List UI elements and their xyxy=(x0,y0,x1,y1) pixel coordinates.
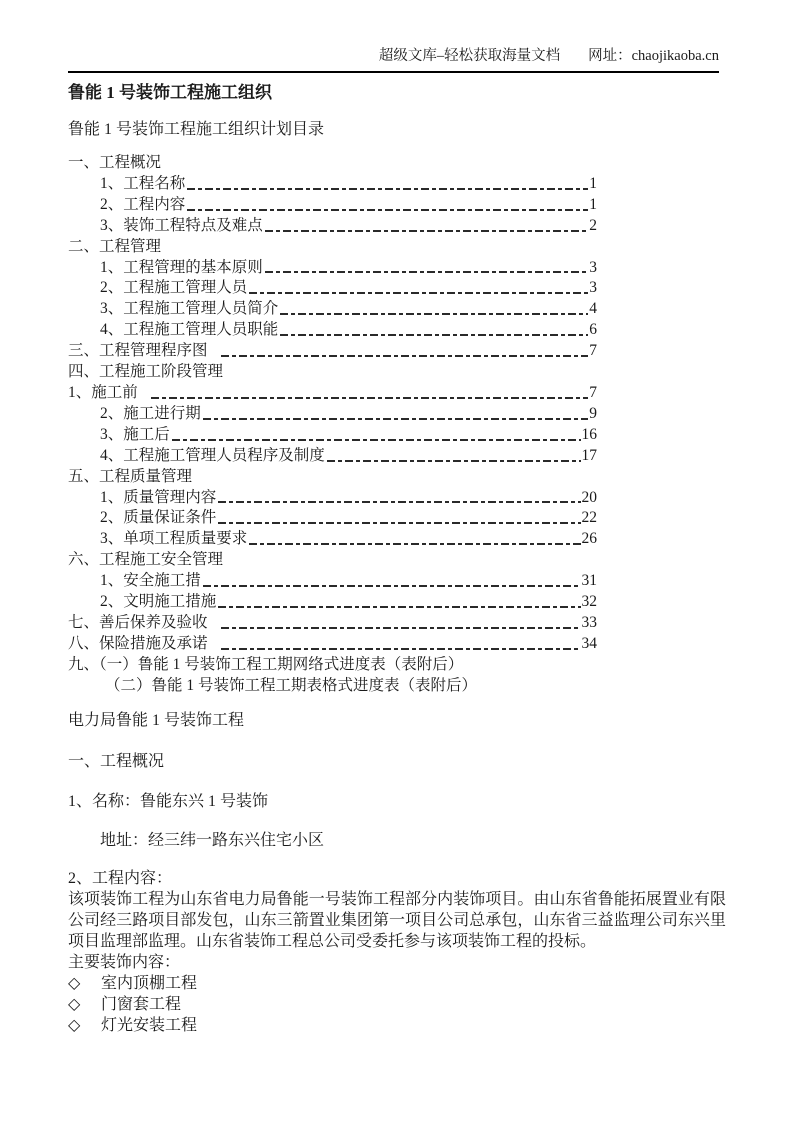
toc-entry-label: 七、善后保养及验收 xyxy=(68,613,208,631)
list-item xyxy=(68,974,726,995)
toc-leader xyxy=(280,313,588,315)
toc-page-number: 4 xyxy=(589,300,597,318)
toc-entry-label: 1、工程名称 xyxy=(100,174,186,192)
toc-entry xyxy=(68,634,597,655)
toc-entry-label: 六、工程施工安全管理 xyxy=(68,551,224,569)
content-heading: 2、工程内容： xyxy=(68,870,173,888)
toc-entry-label: 二、工程管理 xyxy=(68,237,162,255)
toc-page-number: 1 xyxy=(589,195,597,213)
toc-page-number: 31 xyxy=(581,572,597,590)
toc-entry xyxy=(68,341,597,362)
toc-page-number: 22 xyxy=(581,509,597,527)
toc-entry xyxy=(68,404,597,425)
toc-leader xyxy=(249,543,580,545)
toc-page-number: 26 xyxy=(581,530,597,548)
toc-leader xyxy=(187,188,588,190)
toc-leader xyxy=(151,397,588,399)
toc-page-number: 9 xyxy=(589,404,597,422)
toc-leader xyxy=(221,648,581,650)
toc-leader xyxy=(221,355,589,357)
toc-entry-label: 1、工程管理的基本原则 xyxy=(100,258,263,276)
list-item-label: 门窗套工程 xyxy=(101,995,182,1013)
toc-entry xyxy=(68,195,597,216)
toc-entry-label: 八、保险措施及承诺 xyxy=(68,634,208,652)
toc-page-number: 33 xyxy=(581,613,597,631)
toc-title: 鲁能 1 号装饰工程施工组织计划目录 xyxy=(68,121,325,138)
toc-entry xyxy=(68,592,597,613)
toc-entry xyxy=(68,446,597,467)
toc-entry-label: 3、单项工程质量要求 xyxy=(100,530,248,548)
toc-entry-label: 四、工程施工阶段管理 xyxy=(68,363,224,381)
toc-page-number: 6 xyxy=(589,321,597,339)
toc-entry xyxy=(68,153,597,174)
toc-leader xyxy=(187,209,588,211)
toc-entry xyxy=(68,676,597,697)
toc-entry-label: 4、工程施工管理人员程序及制度 xyxy=(100,446,325,464)
list-item xyxy=(68,1016,726,1037)
project-name-line: 1、名称：鲁能东兴 1 号装饰 xyxy=(68,793,269,811)
toc-page-number: 7 xyxy=(589,383,597,401)
toc-leader xyxy=(203,418,588,420)
toc-entry xyxy=(68,425,597,446)
project-address-line: 地址：经三纬一路东兴住宅小区 xyxy=(100,832,325,850)
header-url-text: 网址：chaojikaoba.cn xyxy=(588,48,719,64)
toc-entry-label: 1、安全施工措 xyxy=(100,572,201,590)
toc-entry-label: 2、施工进行期 xyxy=(100,404,201,422)
toc-leader xyxy=(265,230,588,232)
diamond-bullet-icon: ◇ xyxy=(68,995,81,1013)
toc-page-number: 3 xyxy=(589,279,597,297)
toc-entry-label: 2、质量保证条件 xyxy=(100,509,217,527)
toc-entry-label: 2、工程内容 xyxy=(100,195,186,213)
toc-entry xyxy=(68,383,597,404)
section-heading: 一、工程概况 xyxy=(68,753,165,771)
toc-entry xyxy=(68,613,597,634)
toc-leader xyxy=(203,585,581,587)
toc-entry-label: 1、施工前 xyxy=(68,383,138,401)
list-heading: 主要装饰内容： xyxy=(68,953,181,971)
toc-leader xyxy=(265,271,588,273)
toc-entry-label: 4、工程施工管理人员职能 xyxy=(100,321,279,339)
toc-page-number: 17 xyxy=(581,446,597,464)
project-heading: 电力局鲁能 1 号装饰工程 xyxy=(68,711,245,729)
toc-entry xyxy=(68,216,597,237)
content-paragraph: 该项装饰工程为山东省电力局鲁能一号装饰工程部分内装饰项目。由山东省鲁能拓展置业有限公司经三路项目部发包，山东三箭置业集团第一项目公司总承包，山东省三益监理公司东兴里项目监理部监理。山东省装饰工程总公司受委托参与该项装饰工程的投标。 xyxy=(68,891,726,950)
toc-entry-label: 3、装饰工程特点及难点 xyxy=(100,216,263,234)
toc-entry-label: 五、工程质量管理 xyxy=(68,467,193,485)
toc-entry xyxy=(68,529,597,550)
toc-page-number: 34 xyxy=(581,634,597,652)
toc-entry-label: 九、（一）鲁能 1 号装饰工程工期网络式进度表（表附后） xyxy=(68,655,464,673)
toc-entry xyxy=(68,488,597,509)
diamond-bullet-icon: ◇ xyxy=(68,974,81,992)
toc-entry-label: 一、工程概况 xyxy=(68,154,162,171)
toc-entry xyxy=(68,237,597,258)
toc-leader xyxy=(327,460,581,462)
toc-page-number: 20 xyxy=(581,488,597,506)
toc-entry xyxy=(68,467,597,488)
toc-entry-label: 2、文明施工措施 xyxy=(100,593,217,611)
toc-entry xyxy=(68,320,597,341)
toc-leader xyxy=(218,501,580,503)
toc-leader xyxy=(218,522,580,524)
toc-leader xyxy=(280,334,588,336)
toc-page-number: 1 xyxy=(589,174,597,192)
toc-entry xyxy=(68,362,597,383)
toc-page-number: 16 xyxy=(581,425,597,443)
toc-leader xyxy=(249,292,588,294)
toc-entry-label: 3、工程施工管理人员简介 xyxy=(100,300,279,318)
header-brand-text: 超级文库–轻松获取海量文档 xyxy=(378,48,561,64)
toc-entry xyxy=(68,299,597,320)
list-item-label: 室内顶棚工程 xyxy=(101,974,198,992)
toc-entry xyxy=(68,655,597,676)
toc-leader xyxy=(218,606,580,608)
toc-page-number: 32 xyxy=(581,593,597,611)
toc-entry-label: 2、工程施工管理人员 xyxy=(100,279,248,297)
list-item xyxy=(68,995,726,1016)
toc-entry xyxy=(68,508,597,529)
toc-entry xyxy=(68,258,597,279)
toc-page-number: 3 xyxy=(589,258,597,276)
toc-entry-label: （二）鲁能 1 号装饰工程工期表格式进度表（表附后） xyxy=(105,676,478,694)
toc-page-number: 2 xyxy=(589,216,597,234)
toc-entry xyxy=(68,550,597,571)
table-of-contents xyxy=(68,153,597,697)
page-header xyxy=(68,47,719,73)
toc-entry xyxy=(68,174,597,195)
document-title: 鲁能 1 号装饰工程施工组织 xyxy=(68,83,272,102)
list-item-label: 灯光安装工程 xyxy=(101,1016,198,1034)
toc-page-number: 7 xyxy=(589,342,597,360)
toc-leader xyxy=(172,439,581,441)
toc-entry-label: 3、施工后 xyxy=(100,425,170,443)
toc-entry xyxy=(68,278,597,299)
diamond-bullet-icon: ◇ xyxy=(68,1016,81,1034)
toc-entry xyxy=(68,571,597,592)
toc-entry-label: 三、工程管理程序图 xyxy=(68,342,208,360)
toc-entry-label: 1、质量管理内容 xyxy=(100,488,217,506)
toc-leader xyxy=(221,627,581,629)
